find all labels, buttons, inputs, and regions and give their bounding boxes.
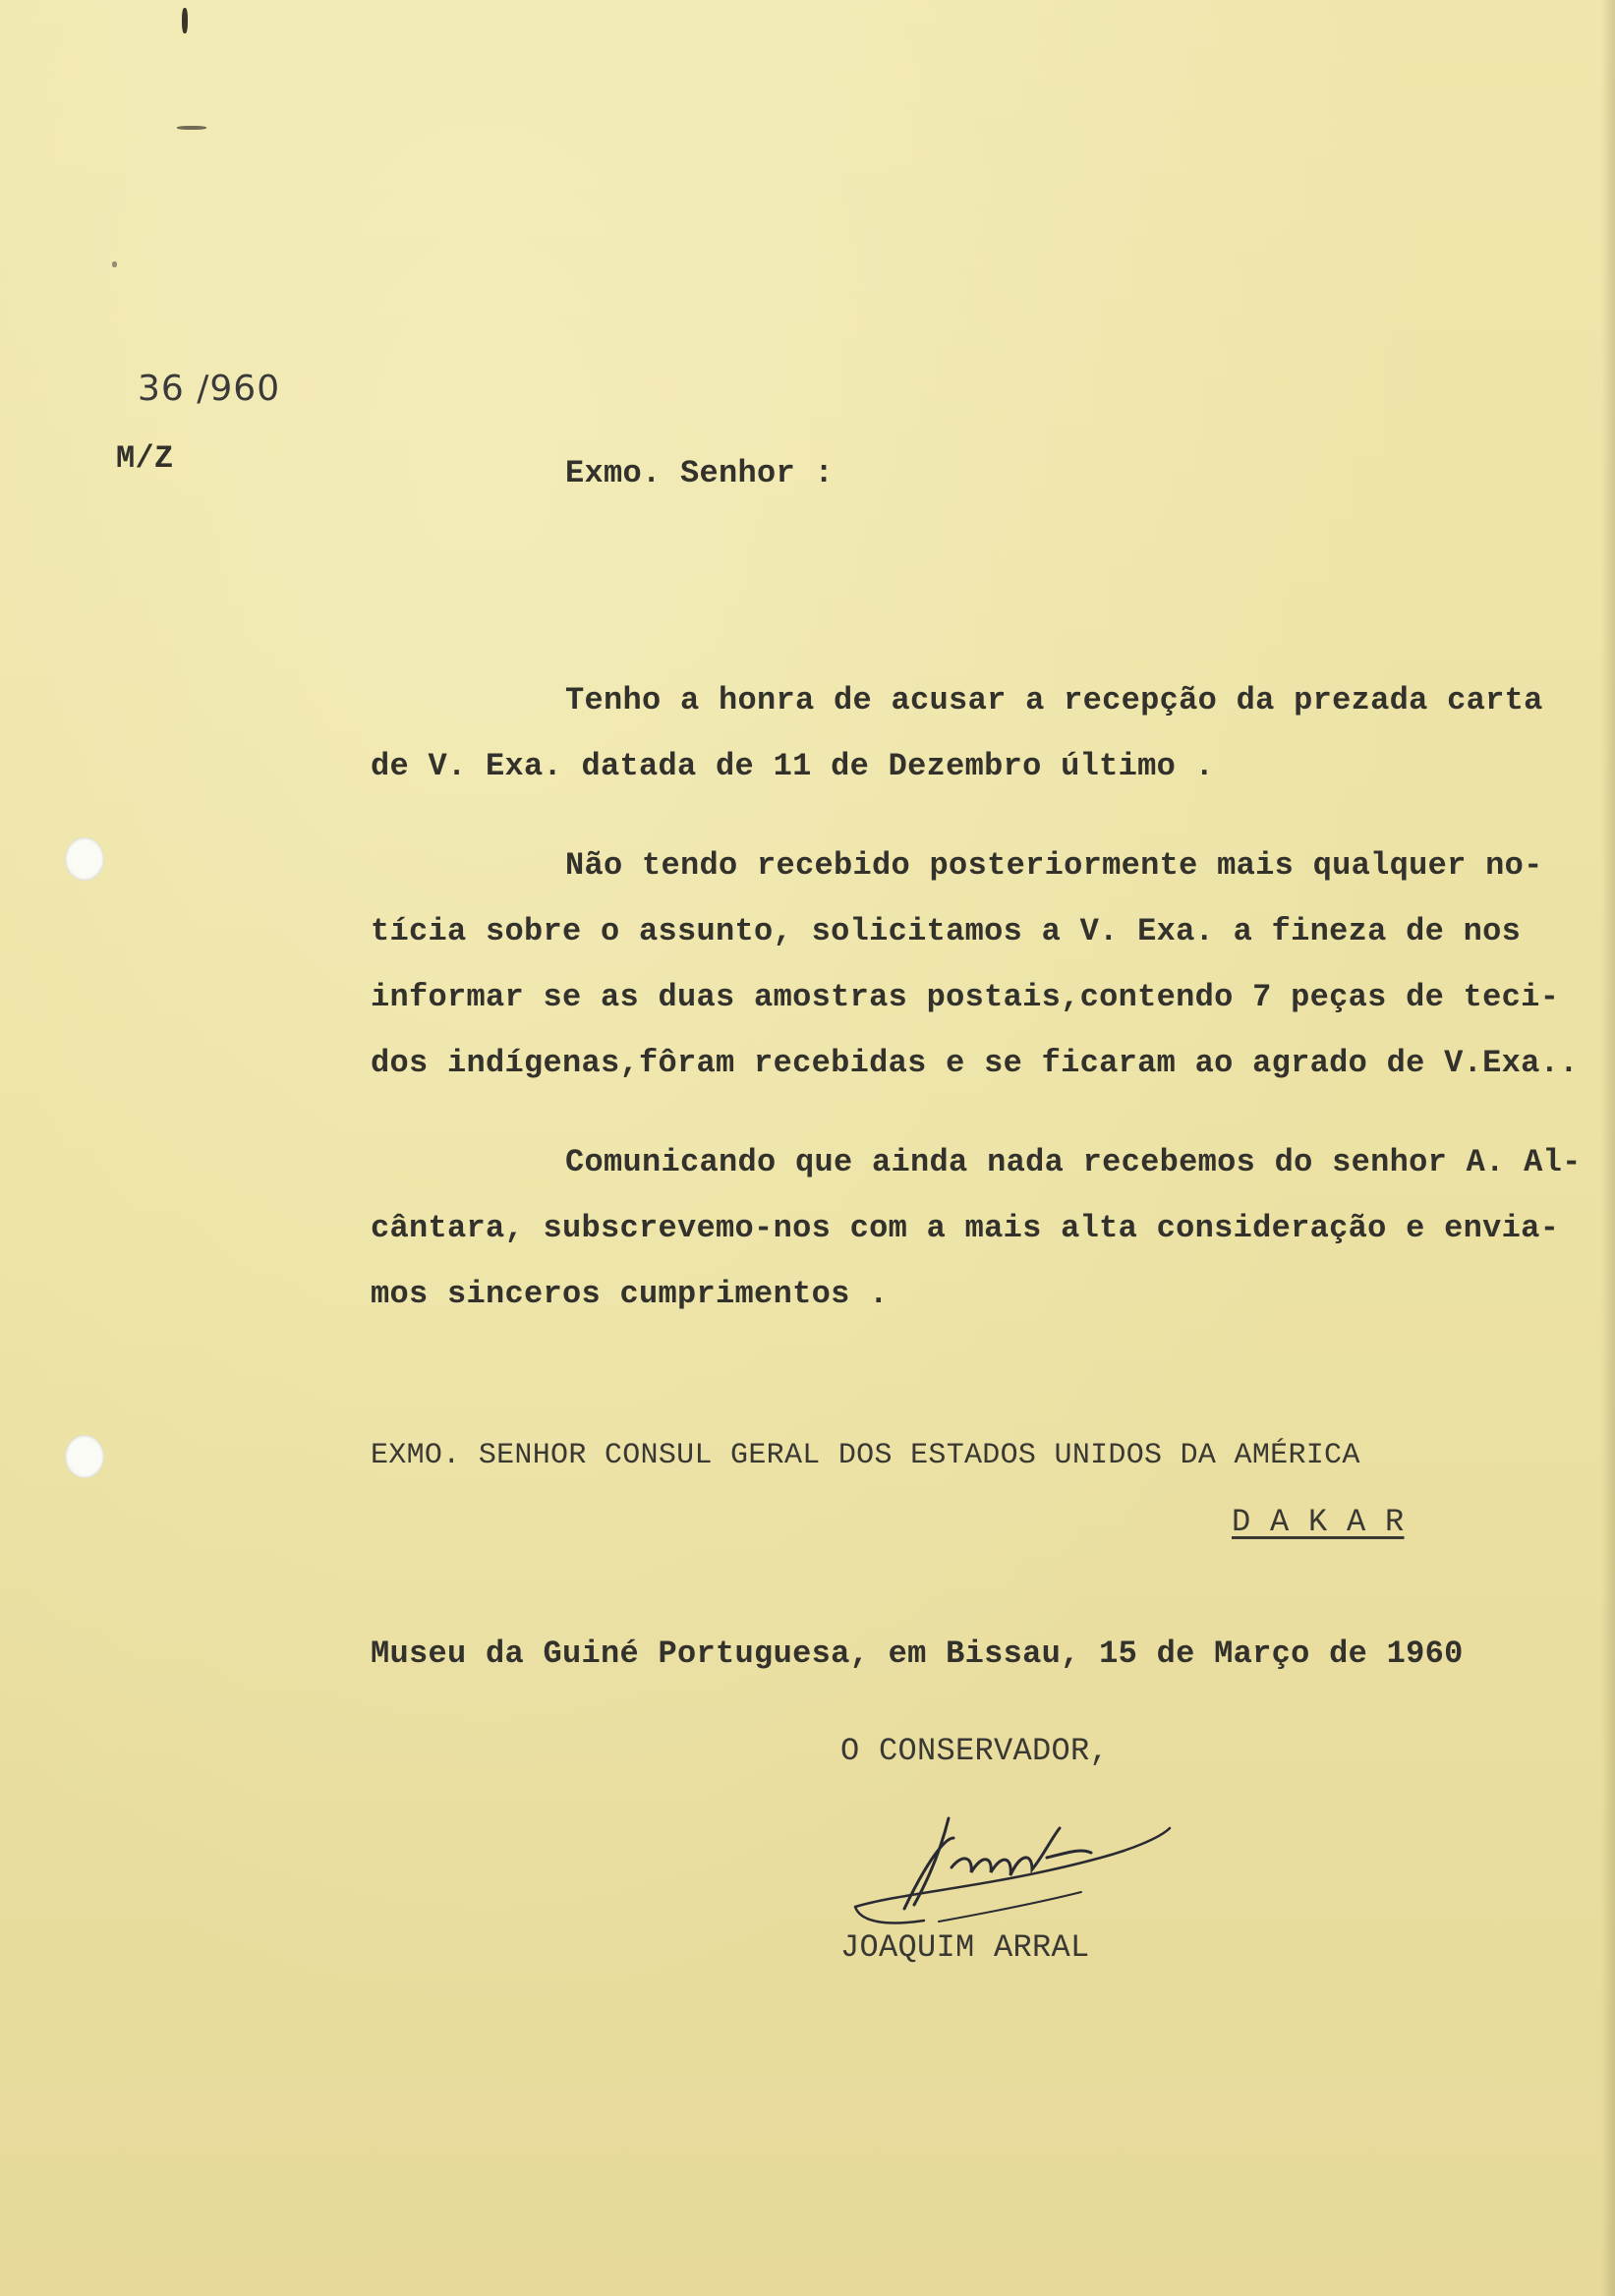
body-line: tícia sobre o assunto, solicitamos a V. Exa. a fineza de nos	[371, 913, 1522, 949]
body-line: dos indígenas,fôram recebidas e se ficaram ao agrado de V.Exa..	[371, 1045, 1579, 1081]
signatory-name: JOAQUIM ARRAL	[840, 1929, 1090, 1966]
addressee-city: D A K A R	[1232, 1504, 1405, 1540]
ink-speck	[177, 126, 206, 130]
body-line: Não tendo recebido posteriormente mais qualquer no-	[565, 847, 1543, 884]
closing-title: O CONSERVADOR,	[840, 1733, 1110, 1769]
addressee-line: EXMO. SENHOR CONSUL GERAL DOS ESTADOS UNIDOS DA AMÉRICA	[371, 1439, 1360, 1472]
body-line: Comunicando que ainda nada recebemos do senhor A. Al-	[565, 1144, 1582, 1180]
ink-speck	[112, 261, 117, 267]
salutation: Exmo. Senhor :	[565, 455, 835, 491]
place-date: Museu da Guiné Portuguesa, em Bissau, 15 de Março de 1960	[371, 1636, 1464, 1672]
punch-hole-top	[65, 837, 104, 881]
handwritten-signature	[845, 1799, 1180, 1946]
body-line: de V. Exa. datada de 11 de Dezembro último .	[371, 748, 1215, 784]
punch-hole-bottom	[65, 1435, 104, 1478]
page-edge-shadow	[1601, 0, 1615, 2296]
reference-code: M/Z	[116, 440, 174, 477]
ink-speck	[182, 8, 188, 33]
reference-number: 36 /960	[138, 369, 281, 409]
body-line: cântara, subscrevemo-nos com a mais alta consideração e envia-	[371, 1210, 1560, 1246]
body-line: mos sinceros cumprimentos .	[371, 1276, 889, 1312]
body-line: informar se as duas amostras postais,contendo 7 peças de teci-	[371, 979, 1560, 1015]
body-line: Tenho a honra de acusar a recepção da prezada carta	[565, 682, 1543, 718]
